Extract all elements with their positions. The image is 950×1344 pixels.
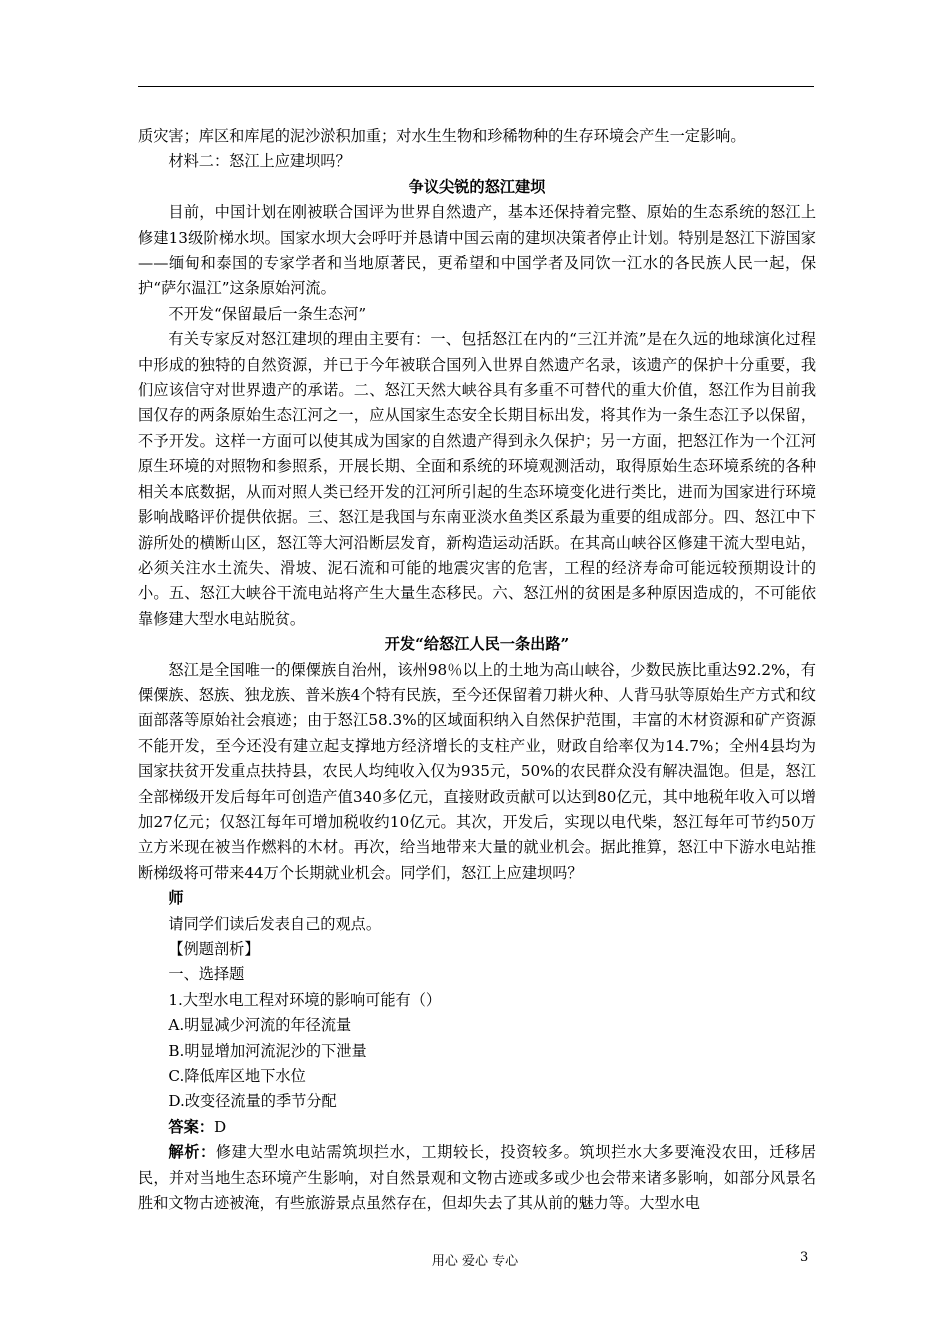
paragraph: 请同学们读后发表自己的观点。 xyxy=(168,914,382,933)
section-heading: 争议尖锐的怒江建坝 xyxy=(408,177,546,196)
paragraph: 有关专家反对怒江建坝的理由主要有：一、包括怒江在内的“三江并流”是在久远的地球演化过程中形成的独特的自然资源，并已于今年被联合国列入世界自然遗产名录，该遗产的保护十分重要，我们应该信守对世界遗产的承诺。二、怒江天然大峡谷具有多重不可替代的重大价值，怒江作为目前我国仅存的两条原始生态江河之一，应从国家生态安全长期目标出发，将其作为一条生态江予以保留，不予开发。这样一方面可以使其成为国家的自然遗产得到永久保护；另一方面，把怒江作为一个江河原生环境的对照物和参照系，开展长期、全面和系统的环境观测活动，取得原始生态环境系统的各种相关本底数据，从而对照人类已经开发的江河所引起的生态环境变化进行类比，进而为国家进行环境影响战略评价提供依据。三、怒江是我国与东南亚淡水鱼类区系最为重要的组成部分。四、怒江中下游所处的横断山区，怒江等大河沿断层发育，新构造运动活跃。在其高山峡谷区修建干流大型电站，必须关注水土流失、滑坡、泥石流和可能的地震灾害的危害，工程的经济寿命可能远较预期设计的小。五、怒江大峡谷干流电站将产生大量生态移民。六、怒江州的贫困是多种原因造成的，不可能依靠修建大型水电站脱贫。 xyxy=(138,330,816,628)
analysis-text: 修建大型水电站需筑坝拦水，工期较长，投资较多。筑坝拦水大多要淹没农田，迁移居民，并对当地生态环境产生影响，对自然景观和文物古迹或多或少也会带来诸多影响，如部分风景名胜和文物古迹被淹，有些旅游景点虽然存在，但却失去了其从前的魅力等。大型水电 xyxy=(138,1143,817,1213)
option: B.明显增加河流泥沙的下泄量 xyxy=(168,1041,367,1060)
option: A.明显减少河流的年径流量 xyxy=(168,1016,352,1035)
answer xyxy=(138,1115,816,1140)
footer-motto: 用心 爱心 专心 xyxy=(431,1254,519,1269)
paragraph: 材料二：怒江上应建坝吗？ xyxy=(168,152,351,171)
paragraph: 质灾害；库区和库尾的泥沙淤积加重；对水生生物和珍稀物种的生存环境会产生一定影响。 xyxy=(138,127,746,145)
paragraph: 一、选择题 xyxy=(168,965,245,984)
answer-value: D xyxy=(213,1117,227,1136)
paragraph: 怒江是全国唯一的傈僳族自治州，该州98％以上的土地为高山峡谷，少数民族比重达92.2%，有傈僳族、怒族、独龙族、普米族4个特有民族，至今还保留着刀耕火种、人背马驮等原始生产方式和纹面部落等原始社会痕迹；由于怒江58.3%的区域面积纳入自然保护范围，丰富的木材资源和矿产资源不能开发，至今还没有建立起支撑地方经济增长的支柱产业，财政自给率仅为14.7%；全州4县均为国家扶贫开发重点扶持县，农民人均纯收入仅为935元，50%的农民群众没有解决温饱。但是，怒江全部梯级开发后每年可创造产值340多亿元，直接财政贡献可以达到80亿元，其中地税年收入可以增加27亿元；仅怒江每年可增加税收约10亿元。其次，开发后，实现以电代柴，怒江每年可节约50万立方米现在被当作燃料的木材。再次，给当地带来大量的就业机会。据此推算，怒江中下游水电站推断梯级将可带来44万个长期就业机会。同学们，怒江上应建坝吗？ xyxy=(138,660,816,882)
header-rule xyxy=(138,86,814,87)
answer-label: 答案： xyxy=(168,1117,214,1136)
paragraph: 目前，中国计划在刚被联合国评为世界自然遗产，基本还保持着完整、原始的生态系统的怒江上修建13级阶梯水坝。国家水坝大会呼吁并恳请中国云南的建坝决策者停止计划。特别是怒江下游国家——缅甸和泰国的专家学者和当地原著民，更希望和中国学者及同饮一江水的各民族人民一起，保护“萨尔温江”这条原始河流。 xyxy=(138,203,816,298)
section-heading: 开发“给怒江人民一条出路” xyxy=(384,635,570,654)
question: 1.大型水电工程对环境的影响可能有（） xyxy=(168,990,442,1009)
option: D.改变径流量的季节分配 xyxy=(168,1092,337,1111)
document-body xyxy=(138,124,816,1216)
page-number: 3 xyxy=(800,1250,809,1265)
paragraph: 【例题剖析】 xyxy=(168,940,260,958)
option: C.降低库区地下水位 xyxy=(168,1067,306,1086)
analysis-label: 解析： xyxy=(168,1143,216,1162)
analysis xyxy=(138,1140,816,1216)
teacher-label: 师 xyxy=(168,889,184,908)
paragraph: 不开发“保留最后一条生态河” xyxy=(168,304,367,323)
